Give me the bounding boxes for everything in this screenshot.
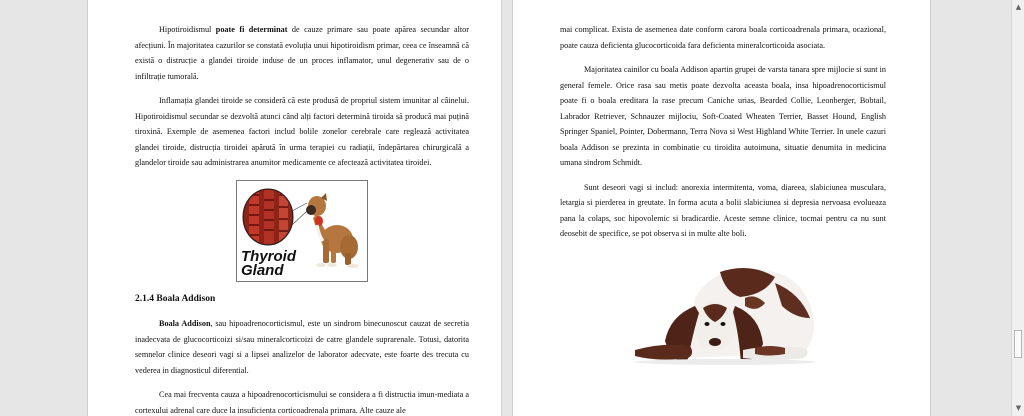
section-heading-addison: 2.1.4 Boala Addison (135, 293, 216, 304)
paragraph-addison-signs: Sunt deseori vagi si includ: anorexia intermitenta, voma, diareea, slabiciunea musculara, letargia si pierderea in greutate. In forma acuta a bolii slabiciunea si depresia nervoasa evolueaza pana la colaps, soc hipovolemic si bradicardie. Aceste semne clinice, tocmai pentru ca nu sunt deosebit de specifice, se pot observa si in multe alte boli. (560, 182, 886, 238)
scroll-thumb[interactable] (1014, 330, 1022, 358)
bold-phrase: poate fi determinat (215, 25, 288, 34)
thyroid-gland-figure[interactable] (236, 180, 368, 282)
paragraph-hypothyroidism-causes: Hipotiroidismul poate fi determinat de cauze primare sau poate apărea secundar altor afecțiuni. În majoritatea cazurilor se constată evoluția unui hipotiroidism primar, ceea ce înseamnă că există o distrucție a glandei tiroide induse de un proces inflamator, unul degenerativ sau de o infiltrație tumorală. (135, 25, 470, 81)
paragraph-addison-breeds: Majoritatea cainilor cu boala Addison apartin grupei de varsta tanara spre mijlocie si sunt in general femele. Orice rasa sau metis poate dezvolta aceasta boala, insa hipoadrenocorticismul poate fi o boala ereditara la rase precum Caniche urias, Bearded Collie, Leonberger, Bobtail, Labrador Retriever, Schnauzer mijlociu, Soft-Coated Wheaten Terrier, Basset Hound, English Springer Spaniel, Pointer, Dobermann, Terra Nova si West Highland White Terrier. In unele cazuri boala Addison se prezinta in combinatie cu tiroidita autoimuna, situatie denumita in medicina umana sindrom Schmidt. (560, 65, 886, 167)
document-page-left (87, 0, 502, 416)
figure-caption-gland: Gland (241, 261, 284, 279)
page-content (560, 22, 886, 251)
thyroid-illustration (237, 181, 367, 281)
paragraph-addison-cause: Cea mai frecventa cauza a hipoadrenocorticismului se considera a fi distructia imun-mediata a cortexului adrenal care duce la insuficienta corticoadrenala primara. Alte cauze ale (135, 390, 469, 415)
figure-caption-thyroid: Thyroid (241, 247, 296, 265)
paragraph-thyroid-inflammation: Inflamația glandei tiroide se consideră că este produsă de propriul sistem imunitar al câinelui. Hipotiroidismul secundar se dezvoltă atunci când alți factori determină tiroida să producă mai puțină tiroxină. Exemple de asemenea factori includ bolile zonelor cerebrale care reglează activitatea glandei tiroide, distrucția tiroidei apărută în urma terapiei cu radiații, îndepărtarea chirurgicală a glandelor tiroide sau administrarea anumitor medicamente ce afectează activitatea tiroidei. (135, 96, 469, 167)
page-content (135, 22, 469, 416)
vertical-scrollbar[interactable] (1011, 0, 1024, 416)
bold-term: Boala Addison (159, 319, 211, 328)
paragraph-addison-definition: Boala Addison, sau hipoadrenocorticismul, este un sindrom binecunoscut cauzat de secretia inadecvata de glucocorticoizi si/sau mineralcorticoizi de catre glandele suprarenale. Totusi, datorita semnelor clinice deseori vagi si a lipsei analizelor de laborator adecvate, este foarte des trecuta cu vederea in diagnosticul diferential. (135, 319, 469, 375)
document-page-right (512, 0, 931, 416)
paragraph-continued: mai complicat. Exista de asemenea date conform carora boala corticoadrenala primara, ocazional, poate cauza deficienta glucocorticoida fara deficienta mineralcorticoida asociata. (560, 25, 886, 50)
lying-spaniel-image[interactable] (625, 258, 825, 368)
scroll-up-arrow-icon[interactable]: ▲ (1015, 3, 1022, 11)
scroll-down-arrow-icon[interactable]: ▼ (1015, 404, 1022, 412)
